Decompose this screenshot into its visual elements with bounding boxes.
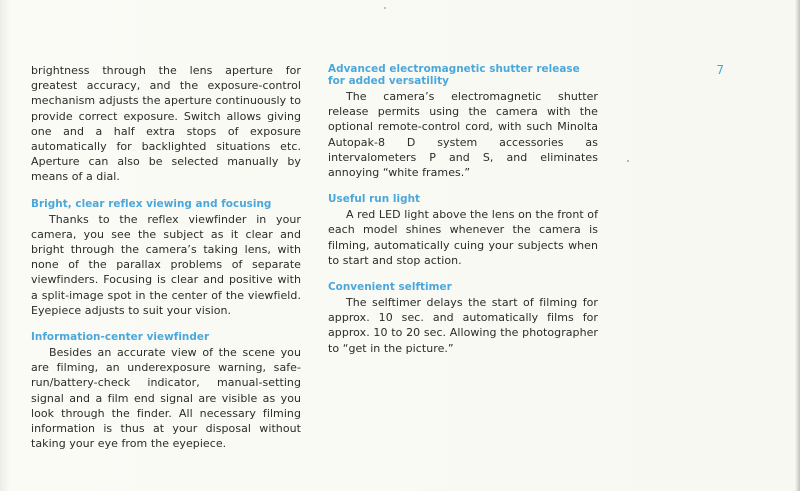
left-intro-section [31,63,301,185]
left-column [31,63,301,451]
left-intro-paragraph: brightness through the lens aperture for greatest accuracy, and the exposure-control mechanism adjusts the aperture continuously to provide correct exposure. Switch allows giving one and a half extra stops of exposure automatically for backlighted situations etc. Aperture can also be selected manually by means of a dial. [31,64,301,184]
section-body: Besides an accurate view of the scene you are filming, an underexposure warning, safe-run/battery-check indicator, manual-setting signal and a film end signal are visible as you look through the finder. All necessary filming information is thus at your disposal without taking your eye from the eyepiece. [31,346,301,451]
section-heading: Convenient selftimer [328,281,452,294]
section-body: Thanks to the reflex viewfinder in your camera, you see the subject as it clear and bright through the camera’s taking lens, with none of the parallax problems of separate viewfinders. Focusing is clear and positive with a split-image spot in the center of the viewfield. Eyepiece adjusts to suit your vision. [31,212,301,317]
section-shutter-release [328,63,598,180]
section-information-center-viewfinder [31,331,301,451]
page-number: 7 [716,63,724,77]
section-body: A red LED light above the lens on the front of each model shines whenever the camera is filming, automatically cuing your subjects when to start and stop action. [328,208,598,267]
section-heading: Advanced electromagnetic shutter release for added versatility [328,63,580,87]
page-right-edge [795,0,800,491]
section-body: The camera’s electromagnetic shutter release permits using the camera with the optional remote-control cord, with such Minolta Autopak-8 D system accessories as intervalometers P and S, and eliminates annoying “white frames.” [328,90,598,180]
section-reflex-viewing [31,198,301,318]
section-selftimer [328,281,598,356]
page-left-shadow [0,0,10,491]
section-body: The selftimer delays the start of filming for approx. 10 sec. and automatically films for approx. 10 to 20 sec. Allowing the photographer to “get in the picture.” [328,296,598,355]
right-column [328,63,598,356]
section-heading: Bright, clear reflex viewing and focusing [31,197,272,210]
paper-speck-top [384,7,386,9]
paper-speck-right [627,160,629,162]
section-heading: Information-center viewfinder [31,331,210,344]
section-run-light [328,193,598,268]
section-heading: Useful run light [328,193,421,206]
